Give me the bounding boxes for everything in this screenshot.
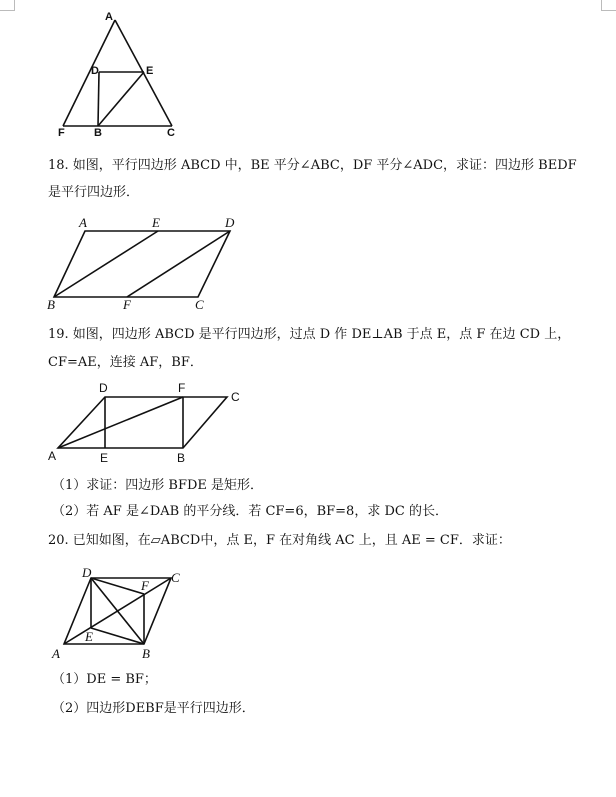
- q19-part1: （1）求证：四边形 BFDE 是矩形．: [52, 478, 264, 493]
- label-d: D: [91, 65, 99, 77]
- label-f: F: [58, 127, 65, 138]
- figure-triangle: [50, 8, 200, 138]
- label-e: E: [146, 65, 154, 77]
- q20-text-line1: 20. 已知如图，在▱ABCD中，点 E，F 在对角线 AC 上，且 AE = CF．求证：: [48, 533, 511, 548]
- label-d: D: [225, 215, 235, 230]
- label-a: A: [105, 11, 113, 23]
- segment-af: [58, 397, 183, 448]
- segment-eb: [98, 72, 144, 126]
- label-b: B: [47, 297, 55, 310]
- label-d: D: [99, 381, 108, 395]
- label-e: E: [152, 215, 160, 230]
- segment-eb: [91, 628, 144, 644]
- label-f: F: [123, 297, 131, 310]
- label-c: C: [195, 297, 204, 310]
- label-c: C: [167, 127, 175, 138]
- label-a: A: [52, 646, 60, 661]
- label-e: E: [100, 451, 109, 465]
- label-e: E: [85, 629, 93, 644]
- figure-q18-parallelogram: [44, 210, 244, 310]
- figure-q20-parallelogram: [46, 562, 206, 662]
- label-c: C: [171, 570, 180, 585]
- label-c: C: [231, 390, 240, 404]
- label-f: F: [141, 578, 149, 593]
- q20-part1: （1）DE = BF；: [52, 672, 157, 687]
- label-d: D: [82, 565, 92, 580]
- diagonal-db: [91, 578, 144, 644]
- label-f: F: [178, 381, 186, 395]
- q19-part2: （2）若 AF 是∠DAB 的平分线．若 CF=6，BF=8，求 DC 的长．: [52, 504, 448, 519]
- segment-af: [63, 20, 115, 126]
- q18-text-line1: 18. 如图，平行四边形 ABCD 中，BE 平分∠ABC，DF 平分∠ADC，求证：四边形 BEDF: [48, 158, 577, 173]
- q20-part2: （2）四边形DEBF是平行四边形．: [52, 701, 255, 716]
- label-b: B: [177, 451, 186, 465]
- parallelogram-abcd: [58, 397, 227, 448]
- page-corner-mark-left: [0, 0, 15, 11]
- label-b: B: [94, 127, 102, 138]
- label-b: B: [142, 646, 150, 661]
- q18-text-line2: 是平行四边形．: [48, 185, 140, 200]
- label-a: A: [48, 449, 57, 463]
- segment-db: [98, 72, 99, 126]
- figure-q19-parallelogram: [44, 380, 254, 468]
- segment-df: [91, 578, 144, 594]
- q19-text-line1: 19. 如图，四边形 ABCD 是平行四边形，过点 D 作 DE⊥AB 于点 E，点 F 在边 CD 上，: [48, 327, 571, 342]
- label-a: A: [79, 215, 87, 230]
- q19-text-line2: CF=AE，连接 AF，BF．: [48, 355, 203, 370]
- page-corner-mark-right: [601, 0, 616, 11]
